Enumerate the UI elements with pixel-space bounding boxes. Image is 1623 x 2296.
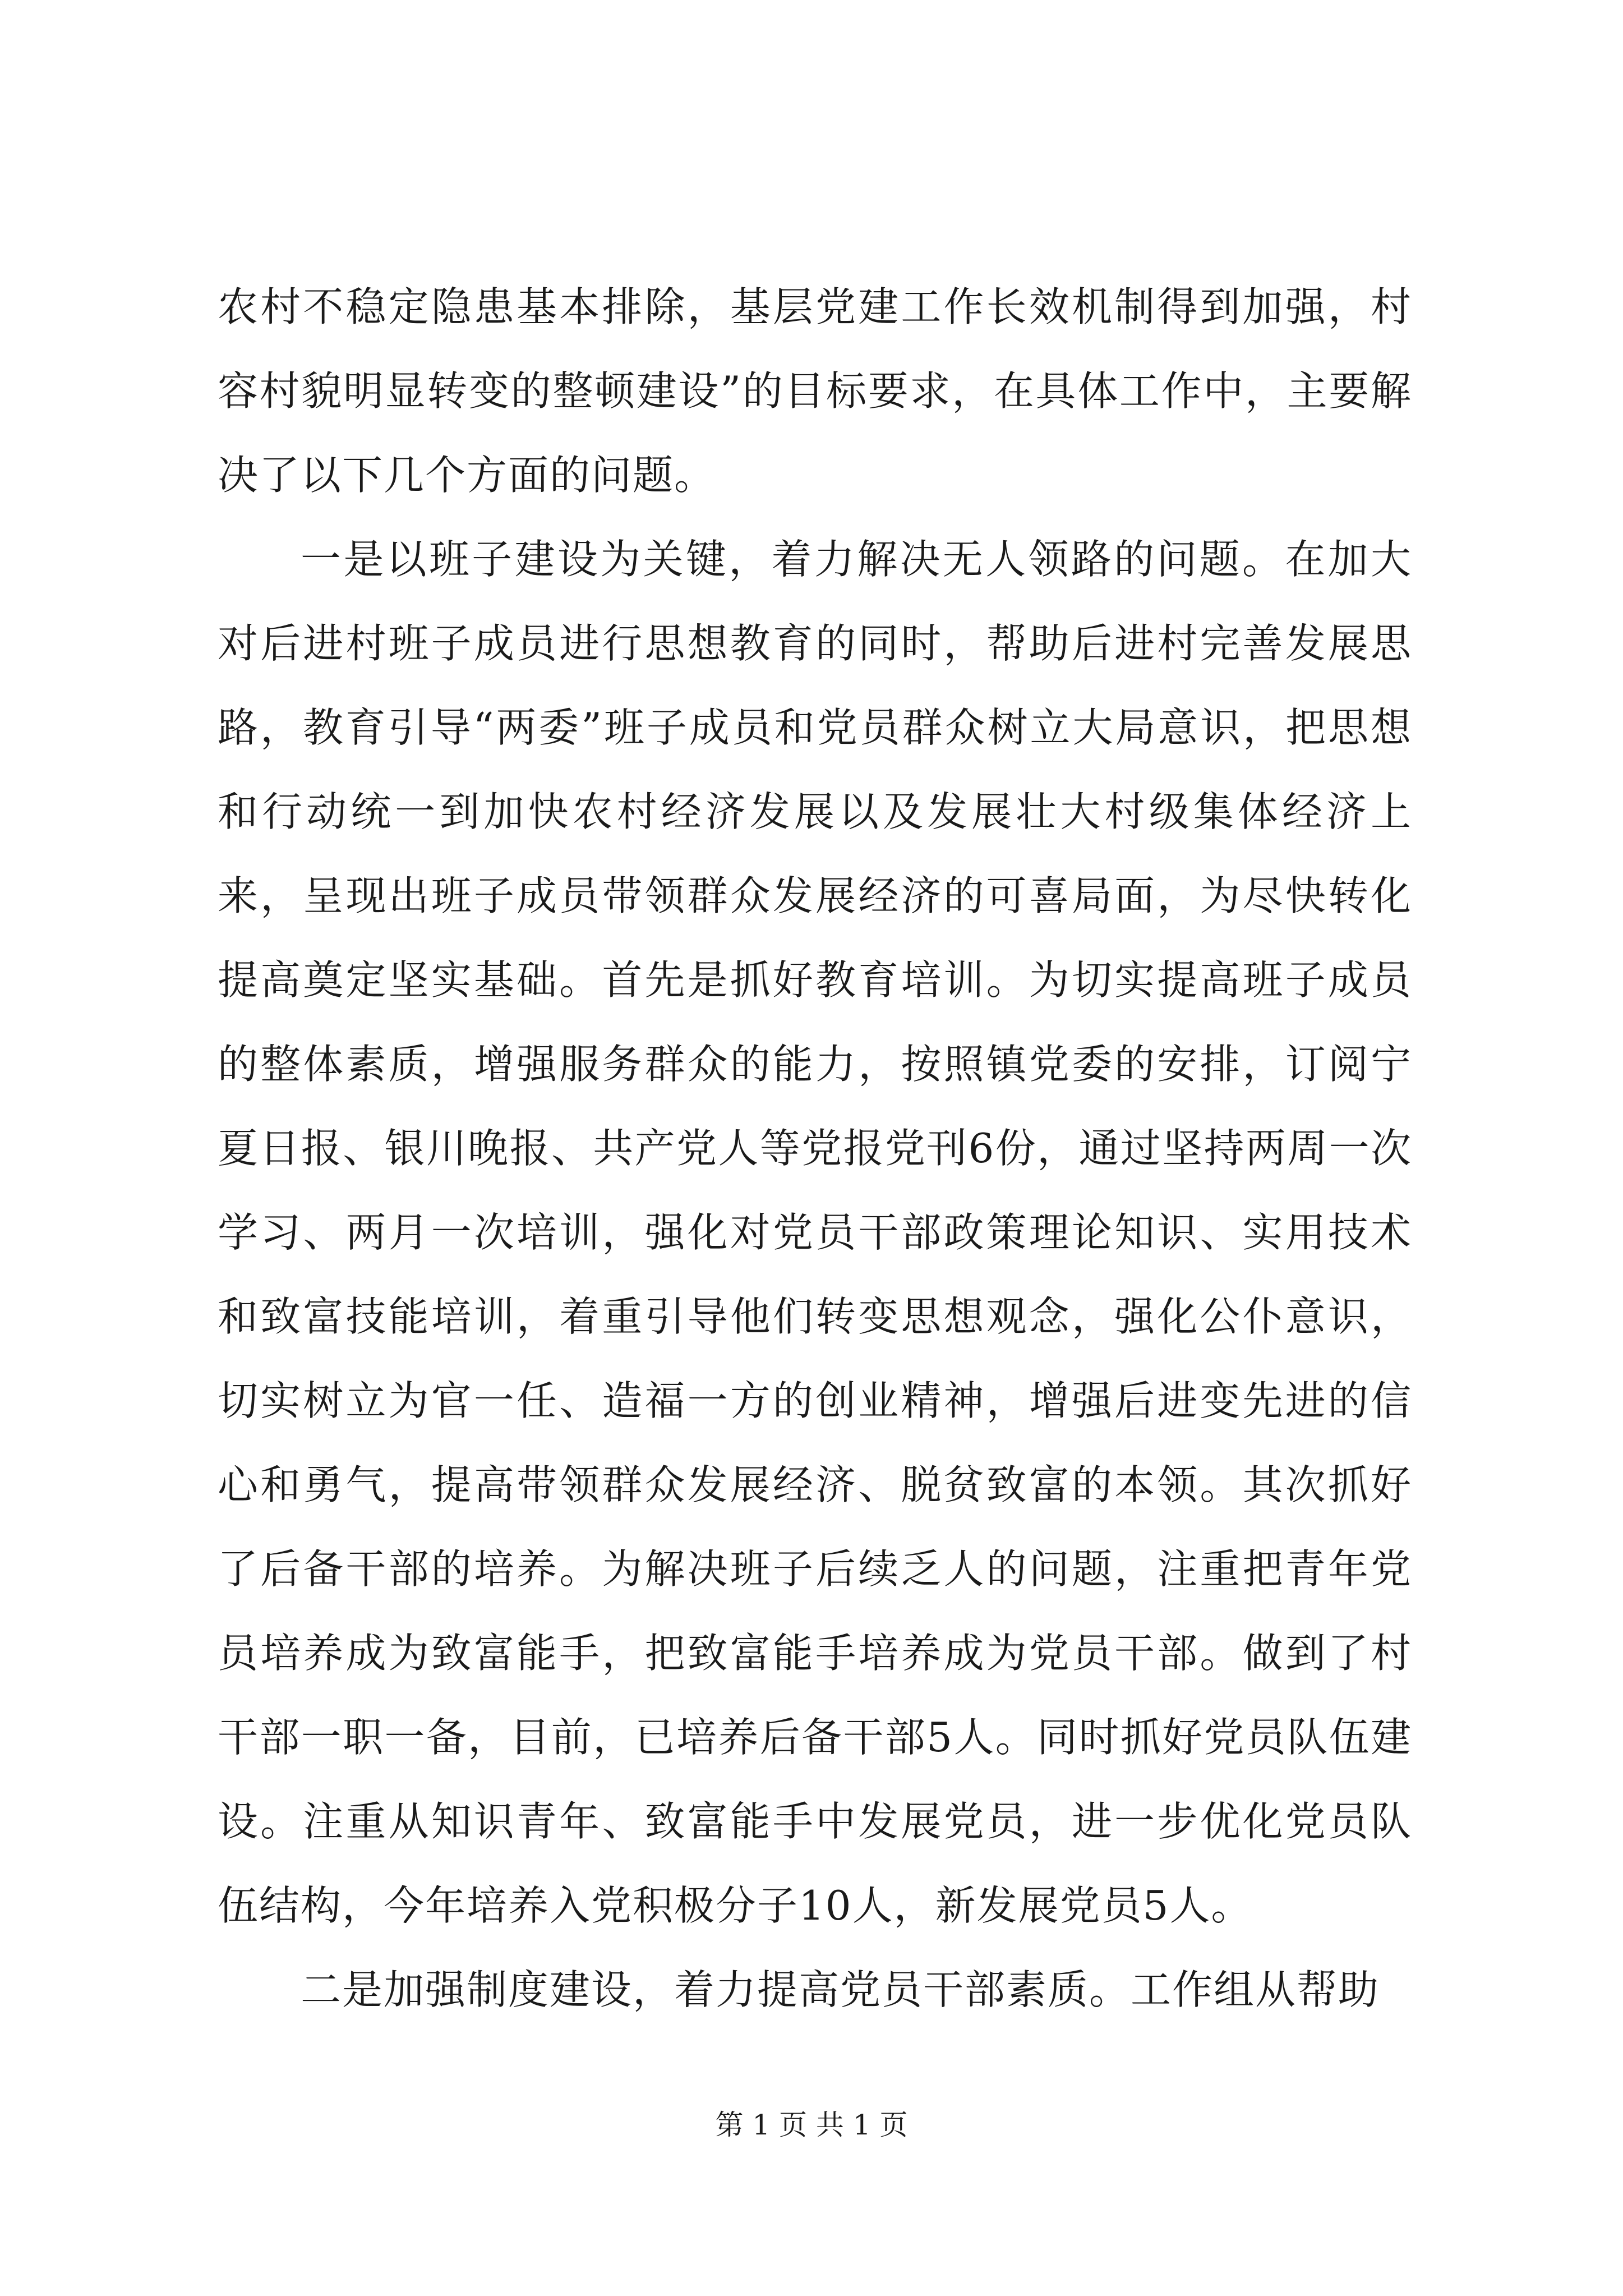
document-body — [218, 265, 1412, 2032]
paragraph-1: 农村不稳定隐患基本排除，基层党建工作长效机制得到加强，村容村貌明显转变的整顿建设”的目标要求，在具体工作中，主要解决了以下几个方面的问题。 — [218, 283, 1412, 499]
paragraph-2: 一是以班子建设为关键，着力解决无人领路的问题。在加大对后进村班子成员进行思想教育的同时，帮助后进村完善发展思路，教育引导“两委”班子成员和党员群众树立大局意识，把思想和行动统一到加快农村经济发展以及发展壮大村级集体经济上来，呈现出班子成员带领群众发展经济的可喜局面，为尽快转化提高奠定坚实基础。首先是抓好教育培训。为切实提高班子成员的整体素质，增强服务群众的能力，按照镇党委的安排，订阅宁夏日报、银川晚报、共产党人等党报党刊6份，通过坚持两周一次学习、两月一次培训，强化对党员干部政策理论知识、实用技术和致富技能培训，着重引导他们转变思想观念，强化公仆意识，切实树立为官一任、造福一方的创业精神，增强后进变先进的信心和勇气，提高带领群众发展经济、脱贫致富的本领。其次抓好了后备干部的培养。为解决班子后续乏人的问题，注重把青年党员培养成为致富能手，把致富能手培养成为党员干部。做到了村干部一职一备，目前，已培养后备干部5人。同时抓好党员队伍建设。注重从知识青年、致富能手中发展党员，进一步优化党员队伍结构，今年培养入党积极分子10人，新发展党员5人。 — [218, 536, 1412, 1929]
page-footer: 第 1 页 共 1 页 — [715, 2109, 908, 2141]
paragraph-3: 二是加强制度建设，着力提高党员干部素质。工作组从帮助 — [301, 1966, 1380, 2013]
